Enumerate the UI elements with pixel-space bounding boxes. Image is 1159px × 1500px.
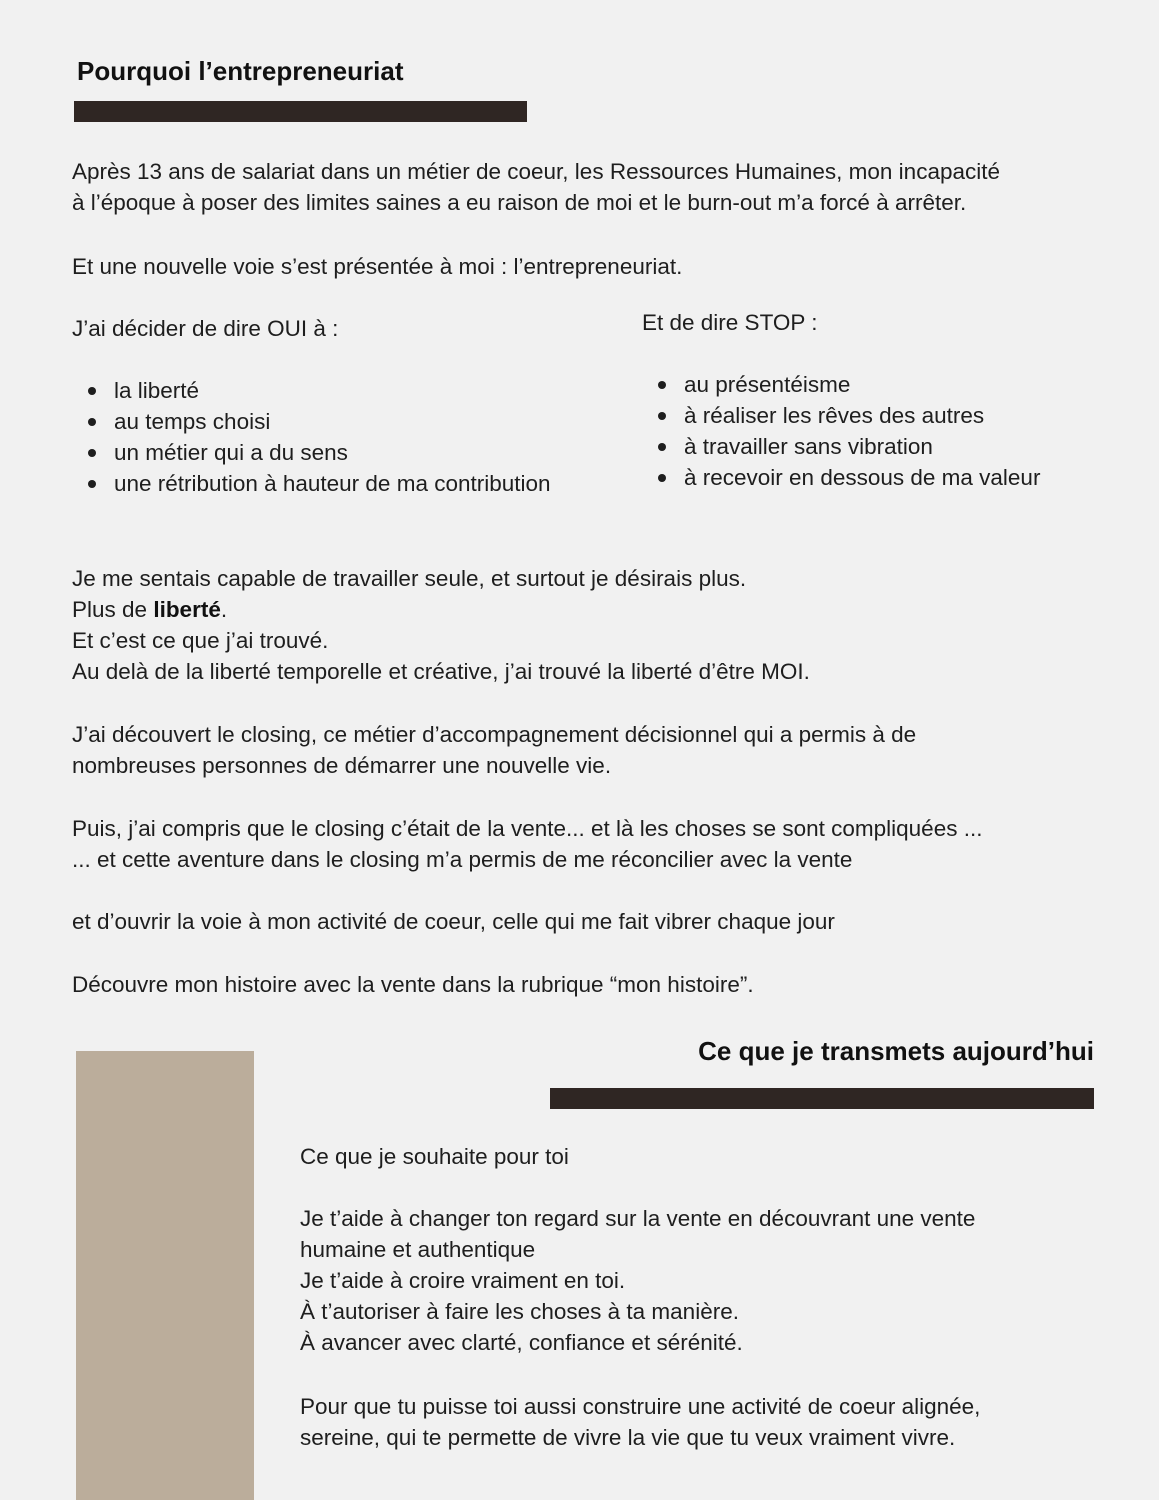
sales-paragraph [72, 813, 982, 875]
title-underline-bar [550, 1088, 1094, 1109]
story-line-1: Je me sentais capable de travailler seule, et surtout je désirais plus. [72, 566, 747, 591]
yes-list-item: au temps choisi [72, 406, 551, 437]
stop-list-item: à recevoir en dessous de ma valeur [642, 462, 1040, 493]
yes-list-item: une rétribution à hauteur de ma contribution [72, 468, 551, 499]
stop-list-item: au présentéisme [642, 369, 1040, 400]
intro-line-1: Après 13 ans de salariat dans un métier de coeur, les Ressources Humaines, mon incapacité [72, 159, 1000, 184]
sales-line-2: ... et cette aventure dans le closing m’a permis de me réconcilier avec la vente [72, 847, 853, 872]
help-line-2: humaine et authentique [300, 1237, 536, 1262]
story-line-2-prefix: Plus de [72, 597, 154, 622]
story-line-3: Et c’est ce que j’ai trouvé. [72, 628, 329, 653]
goal-line-2: sereine, qui te permette de vivre la vie que tu veux vraiment vivre. [300, 1425, 956, 1450]
intro-paragraph [72, 156, 1000, 218]
story-paragraph [72, 563, 810, 687]
closing-paragraph [72, 719, 916, 781]
help-line-4: À t’autoriser à faire les choses à ta manière. [300, 1299, 739, 1324]
stop-list [642, 369, 1040, 493]
heart-activity-text: et d’ouvrir la voie à mon activité de coeur, celle qui me fait vibrer chaque jour [72, 909, 835, 934]
closing-line-1: J’ai découvert le closing, ce métier d’accompagnement décisionnel qui a permis à de [72, 722, 917, 747]
story-line-2-suffix: . [220, 597, 228, 622]
yes-list-item: un métier qui a du sens [72, 437, 551, 468]
yes-label: J’ai décider de dire OUI à : [72, 316, 339, 341]
wish-text: Ce que je souhaite pour toi [300, 1144, 569, 1169]
yes-list [72, 375, 551, 499]
section-title-entrepreneuriat: Pourquoi l’entrepreneuriat [77, 56, 404, 86]
help-paragraph [300, 1203, 975, 1358]
stop-list-item: à réaliser les rêves des autres [642, 400, 1040, 431]
new-path-text: Et une nouvelle voie s’est présentée à moi : l’entrepreneuriat. [72, 254, 683, 279]
discover-story-text: Découvre mon histoire avec la vente dans la rubrique “mon histoire”. [72, 972, 754, 997]
help-line-3: Je t’aide à croire vraiment en toi. [300, 1268, 626, 1293]
closing-line-2: nombreuses personnes de démarrer une nouvelle vie. [72, 753, 612, 778]
sales-line-1: Puis, j’ai compris que le closing c’était de la vente... et là les choses se sont compliquées ... [72, 816, 983, 841]
help-line-5: À avancer avec clarté, confiance et sérénité. [300, 1330, 743, 1355]
stop-label: Et de dire STOP : [642, 310, 818, 335]
decorative-beige-block [76, 1051, 254, 1500]
intro-line-2: à l’époque à poser des limites saines a eu raison de moi et le burn-out m’a forcé à arrêter. [72, 190, 967, 215]
help-line-1: Je t’aide à changer ton regard sur la vente en découvrant une vente [300, 1206, 976, 1231]
stop-list-item: à travailler sans vibration [642, 431, 1040, 462]
story-line-4: Au delà de la liberté temporelle et créative, j’ai trouvé la liberté d’être MOI. [72, 659, 810, 684]
story-line-2 [72, 594, 810, 625]
story-line-2-bold: liberté [153, 597, 221, 622]
goal-line-1: Pour que tu puisse toi aussi construire une activité de coeur alignée, [300, 1394, 981, 1419]
yes-list-item: la liberté [72, 375, 551, 406]
goal-paragraph [300, 1391, 980, 1453]
section-title-transmission: Ce que je transmets aujourd’hui [698, 1036, 1094, 1066]
title-underline-bar [74, 101, 527, 122]
